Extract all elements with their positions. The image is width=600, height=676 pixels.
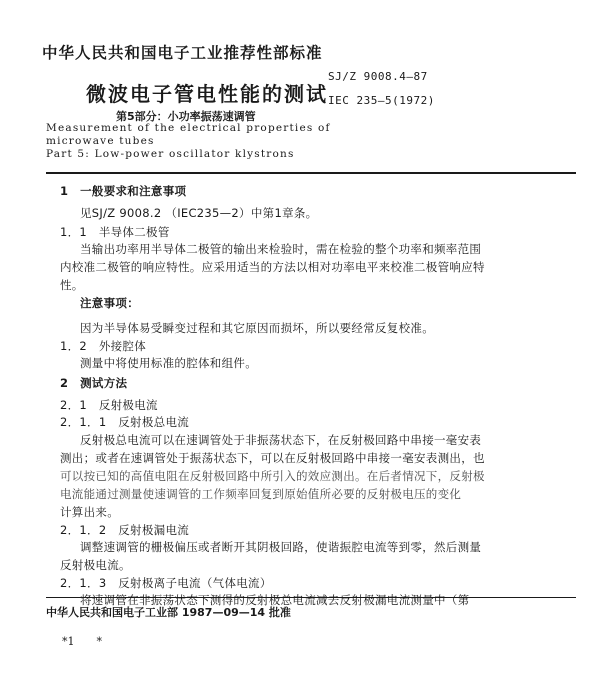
page-number: *1 * [62, 635, 102, 648]
section-2-1-heading: 2．1 反射极电流 [60, 398, 158, 412]
section-2-1-1-line-2: 测出；或者在速调管处于振荡状态下，可以在反射极回路中串接一毫安表测出，也 [60, 451, 485, 465]
section-1-1-line-2: 内校准二极管的响应特性。应采用适当的方法以相对功率电平来校准二极管响应特 [60, 260, 485, 274]
footer-divider [46, 597, 576, 598]
notes-heading: 注意事项： [80, 296, 139, 310]
iec-number: IEC 235—5(1972) [328, 94, 435, 107]
section-2-1-2-line-2: 反射极电流。 [60, 558, 131, 572]
section-2-heading: 2 测试方法 [60, 376, 128, 390]
page-title: 微波电子管电性能的测试 [86, 82, 328, 106]
header-divider [46, 172, 576, 174]
section-2-1-2-line-1: 调整速调管的栅极偏压或者断开其阴极回路，使谐振腔电流等到零，然后测量 [80, 540, 482, 554]
section-1-2-paragraph: 测量中将使用标准的腔体和组件。 [80, 356, 257, 370]
english-title-line-1: Measurement of the electrical properties of [46, 122, 331, 134]
document-number: SJ/Z 9008.4—87 [328, 70, 428, 83]
section-1-2-heading: 1．2 外接腔体 [60, 339, 147, 353]
approval-footer: 中华人民共和国电子工业部 1987—09—14 批准 [46, 606, 291, 619]
section-2-1-1-line-1: 反射极总电流可以在速调管处于非振荡状态下，在反射极回路中串接一毫安表 [80, 433, 482, 447]
section-2-1-3-heading: 2．1．3 反射极离子电流（气体电流） [60, 576, 272, 590]
section-1-heading: 1 一般要求和注意事项 [60, 184, 187, 198]
english-title-line-3: Part 5: Low-power oscillator klystrons [46, 148, 295, 160]
section-1-1-line-1: 当输出功率用半导体二极管的输出来检验时，需在检验的整个功率和频率范围 [80, 242, 482, 256]
section-1-paragraph: 见SJ/Z 9008.2 （IEC235—2）中第1章条。 [80, 206, 318, 220]
standard-org-header: 中华人民共和国电子工业推荐性部标准 [42, 44, 323, 62]
notes-paragraph: 因为半导体易受瞬变过程和其它原因而损坏，所以要经常反复校准。 [80, 321, 434, 335]
page-subtitle: 第5部分：小功率振荡速调管 [116, 110, 256, 123]
section-2-1-1-line-5: 计算出来。 [60, 505, 119, 519]
english-title-line-2: microwave tubes [46, 135, 155, 147]
section-1-1-heading: 1．1 半导体二极管 [60, 225, 170, 239]
section-2-1-2-heading: 2．1．2 反射极漏电流 [60, 523, 190, 537]
section-2-1-1-line-3: 可以按已知的高值电阻在反射极回路中所引入的效应测出。在后者情况下，反射极 [60, 469, 485, 483]
section-1-1-line-3: 性。 [60, 278, 84, 292]
section-2-1-1-line-4: 电流能通过测量使速调管的工作频率回复到原始值所必要的反射极电压的变化 [60, 487, 462, 501]
section-2-1-3-line-1: 将速调管在非振荡状态下测得的反射极总电流减去反射极漏电流测量中（第 [80, 593, 470, 607]
section-2-1-1-heading: 2．1．1 反射极总电流 [60, 415, 190, 429]
